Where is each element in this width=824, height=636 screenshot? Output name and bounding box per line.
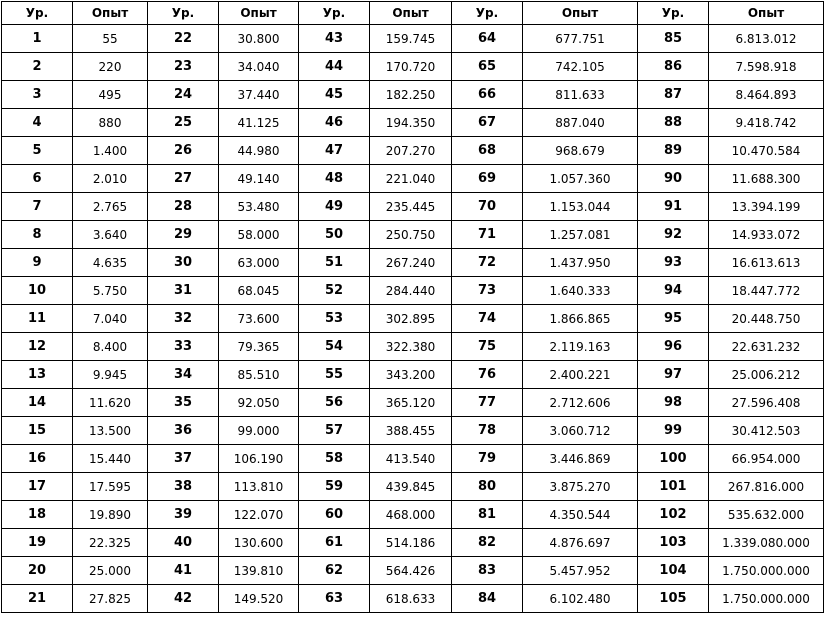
experience-cell: 235.445 bbox=[370, 193, 452, 221]
experience-cell: 2.400.221 bbox=[523, 361, 638, 389]
level-experience-table bbox=[1, 1, 824, 613]
level-cell: 85 bbox=[638, 25, 709, 53]
level-cell: 48 bbox=[299, 165, 370, 193]
experience-cell: 17.595 bbox=[73, 473, 148, 501]
level-cell: 42 bbox=[148, 585, 219, 613]
level-cell: 6 bbox=[2, 165, 73, 193]
experience-cell: 1.750.000.000 bbox=[709, 557, 824, 585]
table-row bbox=[2, 529, 824, 557]
level-cell: 74 bbox=[452, 305, 523, 333]
level-cell: 105 bbox=[638, 585, 709, 613]
experience-cell: 79.365 bbox=[219, 333, 299, 361]
experience-cell: 365.120 bbox=[370, 389, 452, 417]
column-header-level: Ур. bbox=[452, 2, 523, 25]
level-cell: 102 bbox=[638, 501, 709, 529]
experience-cell: 22.631.232 bbox=[709, 333, 824, 361]
experience-cell: 535.632.000 bbox=[709, 501, 824, 529]
experience-cell: 30.800 bbox=[219, 25, 299, 53]
level-cell: 78 bbox=[452, 417, 523, 445]
experience-cell: 99.000 bbox=[219, 417, 299, 445]
experience-cell: 13.500 bbox=[73, 417, 148, 445]
level-cell: 25 bbox=[148, 109, 219, 137]
level-cell: 103 bbox=[638, 529, 709, 557]
level-cell: 80 bbox=[452, 473, 523, 501]
experience-cell: 15.440 bbox=[73, 445, 148, 473]
experience-cell: 37.440 bbox=[219, 81, 299, 109]
experience-cell: 1.750.000.000 bbox=[709, 585, 824, 613]
level-cell: 100 bbox=[638, 445, 709, 473]
experience-cell: 6.813.012 bbox=[709, 25, 824, 53]
table-row bbox=[2, 165, 824, 193]
level-cell: 86 bbox=[638, 53, 709, 81]
table-row bbox=[2, 389, 824, 417]
level-cell: 55 bbox=[299, 361, 370, 389]
level-cell: 101 bbox=[638, 473, 709, 501]
experience-cell: 811.633 bbox=[523, 81, 638, 109]
level-cell: 47 bbox=[299, 137, 370, 165]
level-cell: 46 bbox=[299, 109, 370, 137]
experience-cell: 2.010 bbox=[73, 165, 148, 193]
experience-cell: 495 bbox=[73, 81, 148, 109]
level-cell: 40 bbox=[148, 529, 219, 557]
level-cell: 53 bbox=[299, 305, 370, 333]
level-cell: 7 bbox=[2, 193, 73, 221]
level-cell: 98 bbox=[638, 389, 709, 417]
level-cell: 54 bbox=[299, 333, 370, 361]
level-cell: 96 bbox=[638, 333, 709, 361]
experience-cell: 221.040 bbox=[370, 165, 452, 193]
experience-cell: 106.190 bbox=[219, 445, 299, 473]
experience-cell: 55 bbox=[73, 25, 148, 53]
level-cell: 91 bbox=[638, 193, 709, 221]
level-cell: 8 bbox=[2, 221, 73, 249]
experience-cell: 25.000 bbox=[73, 557, 148, 585]
experience-cell: 13.394.199 bbox=[709, 193, 824, 221]
experience-cell: 92.050 bbox=[219, 389, 299, 417]
column-header-experience: Опыт bbox=[219, 2, 299, 25]
level-cell: 61 bbox=[299, 529, 370, 557]
level-cell: 82 bbox=[452, 529, 523, 557]
experience-cell: 4.635 bbox=[73, 249, 148, 277]
experience-cell: 968.679 bbox=[523, 137, 638, 165]
experience-cell: 1.257.081 bbox=[523, 221, 638, 249]
level-cell: 62 bbox=[299, 557, 370, 585]
experience-cell: 14.933.072 bbox=[709, 221, 824, 249]
level-cell: 44 bbox=[299, 53, 370, 81]
level-cell: 26 bbox=[148, 137, 219, 165]
experience-cell: 113.810 bbox=[219, 473, 299, 501]
table-row bbox=[2, 305, 824, 333]
level-cell: 67 bbox=[452, 109, 523, 137]
experience-cell: 22.325 bbox=[73, 529, 148, 557]
table-row bbox=[2, 25, 824, 53]
level-cell: 95 bbox=[638, 305, 709, 333]
experience-cell: 1.400 bbox=[73, 137, 148, 165]
level-cell: 4 bbox=[2, 109, 73, 137]
experience-cell: 27.596.408 bbox=[709, 389, 824, 417]
level-cell: 77 bbox=[452, 389, 523, 417]
experience-cell: 880 bbox=[73, 109, 148, 137]
experience-cell: 139.810 bbox=[219, 557, 299, 585]
level-cell: 16 bbox=[2, 445, 73, 473]
table-row bbox=[2, 277, 824, 305]
experience-cell: 439.845 bbox=[370, 473, 452, 501]
level-cell: 30 bbox=[148, 249, 219, 277]
experience-cell: 4.876.697 bbox=[523, 529, 638, 557]
experience-cell: 18.447.772 bbox=[709, 277, 824, 305]
level-cell: 31 bbox=[148, 277, 219, 305]
table-row bbox=[2, 445, 824, 473]
experience-cell: 267.240 bbox=[370, 249, 452, 277]
experience-cell: 618.633 bbox=[370, 585, 452, 613]
level-cell: 21 bbox=[2, 585, 73, 613]
experience-cell: 63.000 bbox=[219, 249, 299, 277]
experience-cell: 1.866.865 bbox=[523, 305, 638, 333]
table-body bbox=[2, 25, 824, 613]
column-header-experience: Опыт bbox=[709, 2, 824, 25]
level-cell: 1 bbox=[2, 25, 73, 53]
experience-cell: 3.060.712 bbox=[523, 417, 638, 445]
experience-cell: 194.350 bbox=[370, 109, 452, 137]
experience-cell: 11.688.300 bbox=[709, 165, 824, 193]
experience-cell: 130.600 bbox=[219, 529, 299, 557]
table-row bbox=[2, 417, 824, 445]
experience-cell: 5.457.952 bbox=[523, 557, 638, 585]
experience-cell: 34.040 bbox=[219, 53, 299, 81]
column-header-level: Ур. bbox=[2, 2, 73, 25]
experience-cell: 1.640.333 bbox=[523, 277, 638, 305]
level-cell: 18 bbox=[2, 501, 73, 529]
experience-cell: 267.816.000 bbox=[709, 473, 824, 501]
experience-cell: 8.464.893 bbox=[709, 81, 824, 109]
experience-cell: 7.040 bbox=[73, 305, 148, 333]
level-cell: 34 bbox=[148, 361, 219, 389]
level-cell: 66 bbox=[452, 81, 523, 109]
experience-cell: 514.186 bbox=[370, 529, 452, 557]
experience-cell: 16.613.613 bbox=[709, 249, 824, 277]
table-row bbox=[2, 501, 824, 529]
experience-cell: 2.119.163 bbox=[523, 333, 638, 361]
experience-cell: 68.045 bbox=[219, 277, 299, 305]
level-cell: 88 bbox=[638, 109, 709, 137]
experience-cell: 284.440 bbox=[370, 277, 452, 305]
experience-cell: 1.057.360 bbox=[523, 165, 638, 193]
table-header-row bbox=[2, 2, 824, 25]
experience-cell: 1.437.950 bbox=[523, 249, 638, 277]
level-cell: 36 bbox=[148, 417, 219, 445]
level-cell: 76 bbox=[452, 361, 523, 389]
level-cell: 32 bbox=[148, 305, 219, 333]
level-cell: 57 bbox=[299, 417, 370, 445]
experience-cell: 25.006.212 bbox=[709, 361, 824, 389]
level-cell: 3 bbox=[2, 81, 73, 109]
table-row bbox=[2, 333, 824, 361]
experience-cell: 413.540 bbox=[370, 445, 452, 473]
level-cell: 14 bbox=[2, 389, 73, 417]
experience-cell: 159.745 bbox=[370, 25, 452, 53]
level-cell: 13 bbox=[2, 361, 73, 389]
table-row bbox=[2, 109, 824, 137]
experience-cell: 250.750 bbox=[370, 221, 452, 249]
level-cell: 73 bbox=[452, 277, 523, 305]
level-cell: 69 bbox=[452, 165, 523, 193]
level-cell: 27 bbox=[148, 165, 219, 193]
experience-cell: 20.448.750 bbox=[709, 305, 824, 333]
experience-cell: 44.980 bbox=[219, 137, 299, 165]
experience-cell: 85.510 bbox=[219, 361, 299, 389]
experience-cell: 30.412.503 bbox=[709, 417, 824, 445]
experience-cell: 9.945 bbox=[73, 361, 148, 389]
experience-cell: 41.125 bbox=[219, 109, 299, 137]
level-cell: 97 bbox=[638, 361, 709, 389]
experience-cell: 9.418.742 bbox=[709, 109, 824, 137]
column-header-level: Ур. bbox=[148, 2, 219, 25]
level-cell: 24 bbox=[148, 81, 219, 109]
table-row bbox=[2, 585, 824, 613]
experience-cell: 27.825 bbox=[73, 585, 148, 613]
level-cell: 99 bbox=[638, 417, 709, 445]
level-cell: 104 bbox=[638, 557, 709, 585]
experience-cell: 2.712.606 bbox=[523, 389, 638, 417]
experience-cell: 742.105 bbox=[523, 53, 638, 81]
level-cell: 37 bbox=[148, 445, 219, 473]
experience-cell: 4.350.544 bbox=[523, 501, 638, 529]
level-cell: 2 bbox=[2, 53, 73, 81]
level-cell: 35 bbox=[148, 389, 219, 417]
column-header-level: Ур. bbox=[638, 2, 709, 25]
level-cell: 72 bbox=[452, 249, 523, 277]
level-cell: 38 bbox=[148, 473, 219, 501]
level-cell: 70 bbox=[452, 193, 523, 221]
level-cell: 20 bbox=[2, 557, 73, 585]
level-cell: 23 bbox=[148, 53, 219, 81]
level-cell: 19 bbox=[2, 529, 73, 557]
table-row bbox=[2, 53, 824, 81]
level-cell: 39 bbox=[148, 501, 219, 529]
level-cell: 33 bbox=[148, 333, 219, 361]
table-row bbox=[2, 361, 824, 389]
experience-cell: 5.750 bbox=[73, 277, 148, 305]
column-header-level: Ур. bbox=[299, 2, 370, 25]
experience-cell: 66.954.000 bbox=[709, 445, 824, 473]
level-cell: 28 bbox=[148, 193, 219, 221]
level-cell: 68 bbox=[452, 137, 523, 165]
experience-cell: 53.480 bbox=[219, 193, 299, 221]
experience-cell: 182.250 bbox=[370, 81, 452, 109]
experience-cell: 3.446.869 bbox=[523, 445, 638, 473]
level-cell: 51 bbox=[299, 249, 370, 277]
level-cell: 49 bbox=[299, 193, 370, 221]
experience-cell: 1.339.080.000 bbox=[709, 529, 824, 557]
experience-cell: 58.000 bbox=[219, 221, 299, 249]
level-cell: 65 bbox=[452, 53, 523, 81]
level-cell: 29 bbox=[148, 221, 219, 249]
level-cell: 50 bbox=[299, 221, 370, 249]
experience-cell: 302.895 bbox=[370, 305, 452, 333]
level-cell: 22 bbox=[148, 25, 219, 53]
table-row bbox=[2, 193, 824, 221]
experience-cell: 322.380 bbox=[370, 333, 452, 361]
table-row bbox=[2, 249, 824, 277]
experience-cell: 468.000 bbox=[370, 501, 452, 529]
level-cell: 59 bbox=[299, 473, 370, 501]
level-cell: 63 bbox=[299, 585, 370, 613]
level-cell: 94 bbox=[638, 277, 709, 305]
level-cell: 60 bbox=[299, 501, 370, 529]
level-cell: 79 bbox=[452, 445, 523, 473]
level-cell: 75 bbox=[452, 333, 523, 361]
table-row bbox=[2, 81, 824, 109]
table-row bbox=[2, 473, 824, 501]
level-cell: 41 bbox=[148, 557, 219, 585]
level-cell: 81 bbox=[452, 501, 523, 529]
level-cell: 11 bbox=[2, 305, 73, 333]
table-row bbox=[2, 221, 824, 249]
experience-cell: 11.620 bbox=[73, 389, 148, 417]
level-cell: 43 bbox=[299, 25, 370, 53]
level-cell: 84 bbox=[452, 585, 523, 613]
level-cell: 56 bbox=[299, 389, 370, 417]
experience-cell: 1.153.044 bbox=[523, 193, 638, 221]
table-row bbox=[2, 557, 824, 585]
level-cell: 45 bbox=[299, 81, 370, 109]
level-cell: 9 bbox=[2, 249, 73, 277]
experience-cell: 6.102.480 bbox=[523, 585, 638, 613]
experience-cell: 388.455 bbox=[370, 417, 452, 445]
level-cell: 87 bbox=[638, 81, 709, 109]
experience-cell: 677.751 bbox=[523, 25, 638, 53]
level-cell: 83 bbox=[452, 557, 523, 585]
experience-cell: 207.270 bbox=[370, 137, 452, 165]
experience-cell: 3.640 bbox=[73, 221, 148, 249]
experience-cell: 122.070 bbox=[219, 501, 299, 529]
level-cell: 71 bbox=[452, 221, 523, 249]
column-header-experience: Опыт bbox=[370, 2, 452, 25]
column-header-experience: Опыт bbox=[523, 2, 638, 25]
experience-cell: 170.720 bbox=[370, 53, 452, 81]
level-cell: 92 bbox=[638, 221, 709, 249]
experience-cell: 7.598.918 bbox=[709, 53, 824, 81]
experience-cell: 19.890 bbox=[73, 501, 148, 529]
experience-cell: 564.426 bbox=[370, 557, 452, 585]
level-cell: 90 bbox=[638, 165, 709, 193]
experience-cell: 343.200 bbox=[370, 361, 452, 389]
level-cell: 12 bbox=[2, 333, 73, 361]
level-cell: 10 bbox=[2, 277, 73, 305]
experience-cell: 73.600 bbox=[219, 305, 299, 333]
experience-cell: 10.470.584 bbox=[709, 137, 824, 165]
experience-cell: 149.520 bbox=[219, 585, 299, 613]
table-row bbox=[2, 137, 824, 165]
level-cell: 17 bbox=[2, 473, 73, 501]
level-cell: 64 bbox=[452, 25, 523, 53]
experience-cell: 2.765 bbox=[73, 193, 148, 221]
level-cell: 93 bbox=[638, 249, 709, 277]
level-cell: 58 bbox=[299, 445, 370, 473]
experience-cell: 220 bbox=[73, 53, 148, 81]
experience-cell: 49.140 bbox=[219, 165, 299, 193]
level-cell: 15 bbox=[2, 417, 73, 445]
level-cell: 52 bbox=[299, 277, 370, 305]
level-cell: 89 bbox=[638, 137, 709, 165]
experience-cell: 887.040 bbox=[523, 109, 638, 137]
experience-cell: 8.400 bbox=[73, 333, 148, 361]
experience-cell: 3.875.270 bbox=[523, 473, 638, 501]
column-header-experience: Опыт bbox=[73, 2, 148, 25]
level-cell: 5 bbox=[2, 137, 73, 165]
